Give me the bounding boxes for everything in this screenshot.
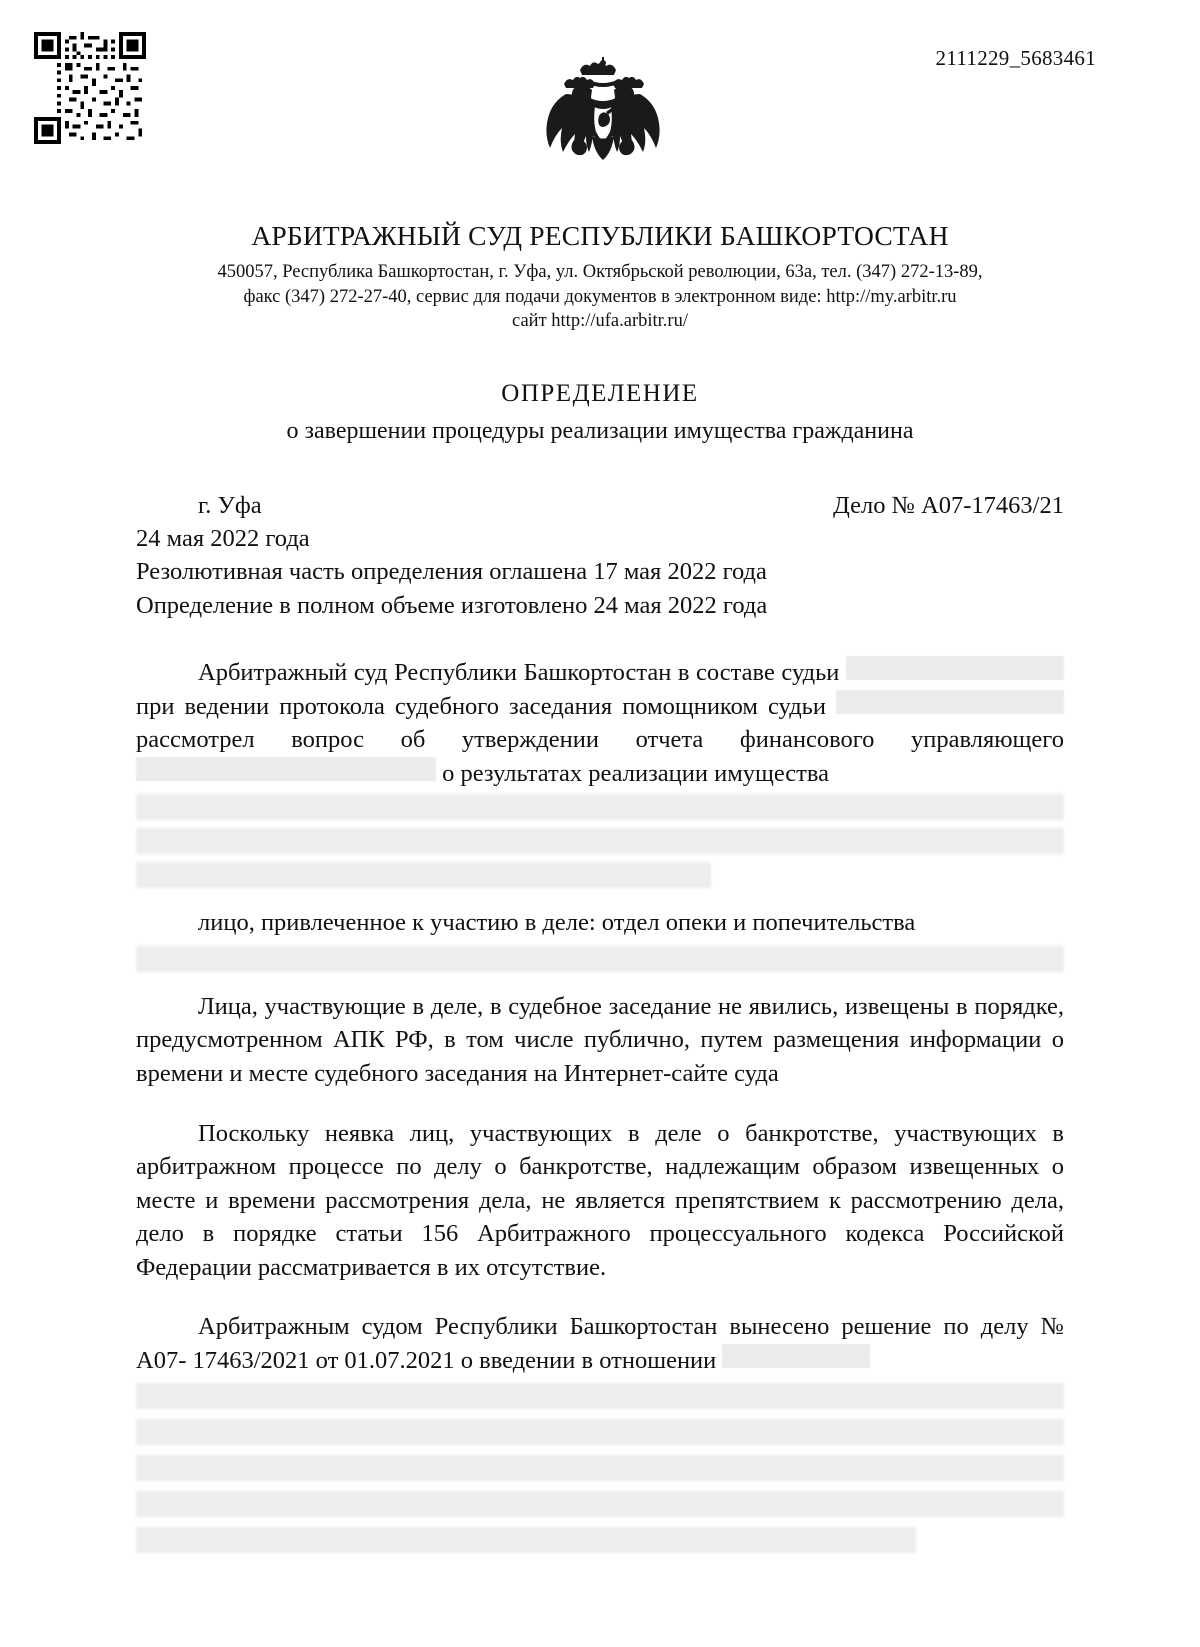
redacted-line [136,862,711,888]
paragraph-composition-text-f: о результатах [442,759,583,787]
case-number: Дело № А07-17463/21 [833,491,1064,519]
full-text-date: Определение в полном объеме изготовлено 24 мая 2022 года [136,591,768,619]
resolution-announced-date: Резолютивная часть определения оглашена 17 мая 2022 года [136,558,767,586]
redacted-debtor-block [136,794,1064,888]
paragraph-composition-text-g: реализации имущества [588,759,830,787]
paragraph-composition [136,656,1064,790]
paragraph-composition-text-d: рассмотрел вопрос об утверждении отчета [136,726,704,754]
court-name: АРБИТРАЖНЫЙ СУД РЕСПУБЛИКИ БАШКОРТОСТАН [251,220,949,251]
redacted-line [136,1419,1064,1445]
paragraph-third-party-text: лицо, привлеченное к участию в деле: отдел опеки и попечительства [198,909,916,937]
court-address-line-3: сайт http://ufa.arbitr.ru/ [512,311,688,332]
court-address-line-2: факс (347) 272-27-40, сервис для подачи документов в электронном виде: http://my.arbitr.ru [243,286,957,307]
paragraph-notification: Лица, участвующие в деле, в судебное заседание не явились, извещены в порядке, предусмотренном АПК РФ, в том числе публично, путем размещения информации о времени и месте судебного заседания на Интернет-сайте суда [136,992,1064,1087]
redacted-guardianship-block [136,946,1064,972]
qr-code-icon [34,32,146,144]
paragraph-composition-text-e: финансового управляющего [739,726,1064,754]
paragraph-composition-text-b: при ведении протокола судебного заседания помощником [136,692,758,720]
court-address-line-1: 450057, Республика Башкортостан, г. Уфа, ул. Октябрьской революции, 63а, тел. (347) 272-13-89, [217,262,983,282]
redacted-judge-name [846,656,1064,680]
document-title: ОПРЕДЕЛЕНИЕ [501,379,699,407]
redacted-line [136,946,1064,972]
paragraph-composition-text-a: Арбитражный суд Республики Башкортостан в составе судьи [198,659,840,687]
redacted-assistant-name [836,690,1064,714]
redacted-line [136,794,1064,820]
redacted-manager-name [136,757,436,781]
redacted-line [136,828,1064,854]
document-meta [136,489,1064,622]
document-body [136,656,1064,1553]
paragraph-decision-text-b: делу № А07- 17463/2021 от 01.07.2021 о введении в отношении [136,1313,1064,1374]
russian-coat-of-arms-icon [528,50,678,178]
redacted-line [136,1527,916,1553]
redacted-line [136,1383,1064,1409]
document-number: 2111229_5683461 [935,46,1096,70]
paragraph-third-party [136,906,1064,940]
document-date: 24 мая 2022 года [136,525,310,553]
redacted-line [136,1455,1064,1481]
document-header [136,28,1096,178]
redacted-debtor-name [722,1344,870,1368]
paragraph-decision-text-a: Арбитражным судом Республики Башкортостан вынесено решение по [198,1313,969,1341]
city-label: г. Уфа [198,491,262,519]
redacted-line [136,1491,1064,1517]
document-subtitle: о завершении процедуры реализации имущества гражданина [286,417,914,444]
court-address [136,260,1064,334]
redacted-tail-block [136,1383,1064,1553]
paragraph-composition-text-c: судьи [767,692,826,720]
paragraph-absence: Поскольку неявка лиц, участвующих в деле о банкротстве, участвующих в арбитражном процессе по делу о банкротстве, надлежащим образом извещенных о месте и времени рассмотрения дела, не является препятствием к рассмотрению дела, дело в порядке статьи 156 Арбитражного процессуального кодекса Российской Федерации рассматривается в их отсутствие. [136,1119,1064,1281]
paragraph-decision [136,1310,1064,1377]
